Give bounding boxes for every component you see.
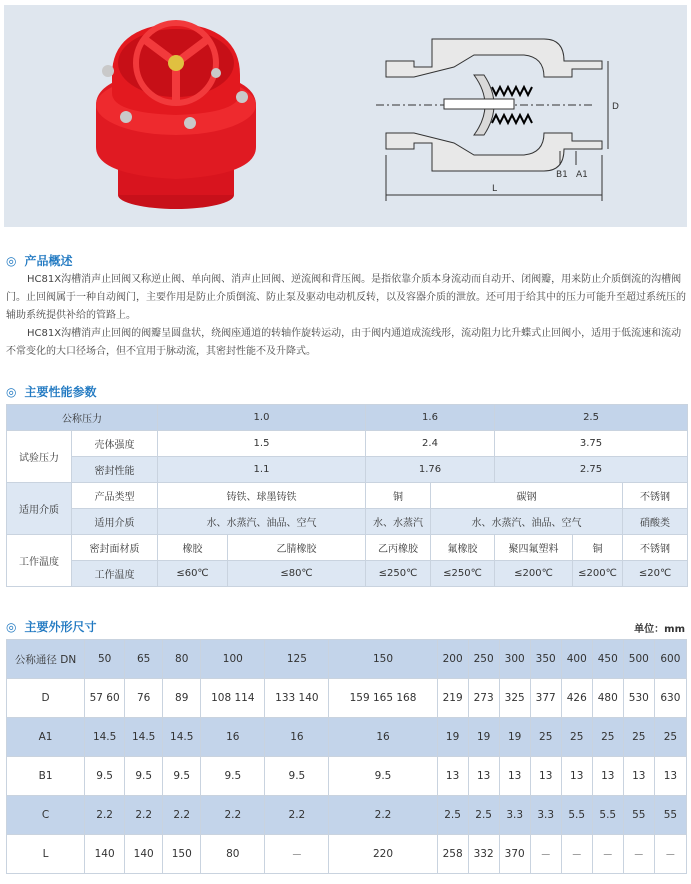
circle-bullet-icon: ◎ (6, 254, 17, 268)
dimensions-title: 主要外形尺寸 (24, 620, 97, 634)
table-cell: 13 (623, 757, 654, 796)
performance-heading (6, 383, 97, 400)
table-cell: 16 (329, 718, 437, 757)
table-cell: 2.4 (366, 431, 495, 457)
table-cell: 273 (468, 679, 499, 718)
table-cell: 76 (125, 679, 163, 718)
table-cell: 19 (499, 718, 530, 757)
table-cell: ≤250℃ (366, 561, 431, 587)
table-cell: 16 (265, 718, 329, 757)
table-row (7, 561, 688, 587)
table-cell: 公称压力 (7, 405, 158, 431)
table-cell: 325 (499, 679, 530, 718)
table-cell: 530 (623, 679, 654, 718)
table-cell: 89 (163, 679, 201, 718)
table-cell: 80 (201, 835, 265, 874)
table-cell: 乙丙橡胶 (366, 535, 431, 561)
table-cell: ≤250℃ (431, 561, 495, 587)
table-cell: 133 140 (265, 679, 329, 718)
table-cell: 377 (530, 679, 561, 718)
overview-title: 产品概述 (24, 254, 73, 268)
table-cell: 3.3 (530, 796, 561, 835)
table-cell: 14.5 (163, 718, 201, 757)
table-cell: － (623, 835, 654, 874)
dim-label-b1: B1 (556, 170, 568, 180)
table-cell: 2.5 (495, 405, 688, 431)
table-cell: － (265, 835, 329, 874)
table-cell: 聚四氟塑料 (495, 535, 573, 561)
table-cell: 1.76 (366, 457, 495, 483)
table-cell: 480 (592, 679, 623, 718)
table-cell: 2.2 (85, 796, 125, 835)
table-cell: 25 (623, 718, 654, 757)
table-cell: 150 (163, 835, 201, 874)
table-cell: 1.0 (158, 405, 366, 431)
table-cell: C (7, 796, 85, 835)
cross-section-drawing (376, 39, 608, 201)
table-cell: 55 (654, 796, 686, 835)
performance-table (6, 404, 688, 587)
table-cell: 橡胶 (158, 535, 228, 561)
table-cell: 300 (499, 640, 530, 679)
table-cell: ≤20℃ (623, 561, 688, 587)
table-cell: 2.5 (437, 796, 468, 835)
product-illustration (4, 5, 687, 227)
table-cell: 9.5 (201, 757, 265, 796)
table-cell: 500 (623, 640, 654, 679)
table-row (7, 796, 687, 835)
table-cell: 220 (329, 835, 437, 874)
table-cell: 水、水蒸汽 (366, 509, 431, 535)
table-row (7, 535, 688, 561)
table-cell: 400 (561, 640, 592, 679)
table-cell: 水、水蒸汽、油品、空气 (431, 509, 623, 535)
table-cell: 14.5 (85, 718, 125, 757)
table-cell: 140 (125, 835, 163, 874)
table-cell: 13 (592, 757, 623, 796)
table-cell: 密封性能 (72, 457, 158, 483)
table-row (7, 679, 687, 718)
table-cell: B1 (7, 757, 85, 796)
table-cell: A1 (7, 718, 85, 757)
table-cell: 80 (163, 640, 201, 679)
overview-paragraph-1: HC81X沟槽消声止回阀又称逆止阀、单向阀、消声止回阀、逆流阀和背压阀。是指依靠介质本身流动而自动开、闭阀瓣，用来防止介质倒流的沟槽阀门。止回阀属于一种自动阀门，主要作用是防止介质倒流、防止泵及驱动电动机反转，以及容器介质的泄放。还可用于给其中的压力可能升至超过系统压的辅助系统提供补给的管路上。 (6, 274, 686, 321)
table-cell: 450 (592, 640, 623, 679)
table-cell: 350 (530, 640, 561, 679)
table-cell: 108 114 (201, 679, 265, 718)
dimensions-table (6, 639, 687, 874)
table-cell: 25 (561, 718, 592, 757)
table-cell: 9.5 (85, 757, 125, 796)
table-row (7, 718, 687, 757)
table-cell: 150 (329, 640, 437, 679)
table-cell: 铜 (366, 483, 431, 509)
table-cell: 碳钢 (431, 483, 623, 509)
performance-title: 主要性能参数 (24, 385, 97, 399)
table-cell: L (7, 835, 85, 874)
table-cell: 不锈钢 (623, 535, 688, 561)
table-cell: 工作温度 (72, 561, 158, 587)
table-row (7, 835, 687, 874)
table-cell: 公称通径 DN (7, 640, 85, 679)
table-cell: 258 (437, 835, 468, 874)
table-cell: 9.5 (265, 757, 329, 796)
unit-label: 单位：mm (634, 624, 685, 635)
table-cell: 1.6 (366, 405, 495, 431)
dim-label-a1: A1 (576, 170, 588, 180)
table-cell: 3.75 (495, 431, 688, 457)
table-cell: 壳体强度 (72, 431, 158, 457)
circle-bullet-icon: ◎ (6, 620, 17, 634)
table-cell: 不锈钢 (623, 483, 688, 509)
table-cell: 9.5 (125, 757, 163, 796)
table-cell: 氟橡胶 (431, 535, 495, 561)
table-cell: 2.5 (468, 796, 499, 835)
table-cell: － (654, 835, 686, 874)
table-cell: ≤200℃ (495, 561, 573, 587)
table-cell: 13 (437, 757, 468, 796)
table-cell: 13 (654, 757, 686, 796)
table-cell: 19 (468, 718, 499, 757)
table-cell: 2.75 (495, 457, 688, 483)
table-cell: 铸铁、球墨铸铁 (158, 483, 366, 509)
table-row (7, 640, 687, 679)
table-cell: 适用介质 (7, 483, 72, 535)
table-cell: 硝酸类 (623, 509, 688, 535)
table-cell: 5.5 (561, 796, 592, 835)
table-cell: 试验压力 (7, 431, 72, 483)
table-cell: 水、水蒸汽、油品、空气 (158, 509, 366, 535)
table-cell: 159 165 168 (329, 679, 437, 718)
table-cell: 57 60 (85, 679, 125, 718)
table-row (7, 457, 688, 483)
table-cell: 密封面材质 (72, 535, 158, 561)
table-cell: 250 (468, 640, 499, 679)
table-cell: 140 (85, 835, 125, 874)
table-cell: 1.5 (158, 431, 366, 457)
table-cell: 14.5 (125, 718, 163, 757)
table-row (7, 483, 688, 509)
dim-label-l: L (492, 184, 498, 194)
table-cell: 9.5 (163, 757, 201, 796)
table-cell: 100 (201, 640, 265, 679)
table-cell: 13 (468, 757, 499, 796)
overview-heading (6, 252, 73, 269)
table-cell: 219 (437, 679, 468, 718)
table-cell: － (561, 835, 592, 874)
table-cell: ≤200℃ (573, 561, 623, 587)
table-row (7, 509, 688, 535)
table-cell: 9.5 (329, 757, 437, 796)
table-cell: 50 (85, 640, 125, 679)
table-cell: － (592, 835, 623, 874)
table-cell: 13 (499, 757, 530, 796)
table-cell: 2.2 (265, 796, 329, 835)
circle-bullet-icon: ◎ (6, 385, 17, 399)
table-cell: 1.1 (158, 457, 366, 483)
table-cell: 65 (125, 640, 163, 679)
product-hero (4, 5, 687, 227)
table-cell: 630 (654, 679, 686, 718)
table-cell: 5.5 (592, 796, 623, 835)
table-cell: D (7, 679, 85, 718)
table-row (7, 431, 688, 457)
table-cell: 25 (654, 718, 686, 757)
table-cell: ≤80℃ (228, 561, 366, 587)
overview-text (6, 271, 686, 361)
table-cell: 2.2 (329, 796, 437, 835)
overview-paragraph-2: HC81X沟槽消声止回阀的阀瓣呈圆盘状，绕阀座通道的转轴作旋转运动，由于阀内通道成流线形，流动阻力比升蝶式止回阀小，适用于低流速和流动不常变化的大口径场合，但不宜用于脉动流，其密封性能不及升降式。 (6, 328, 682, 357)
table-cell: 2.2 (201, 796, 265, 835)
table-cell: 332 (468, 835, 499, 874)
valve-photo (96, 23, 256, 209)
table-cell: ≤60℃ (158, 561, 228, 587)
table-cell: 铜 (573, 535, 623, 561)
table-cell: 55 (623, 796, 654, 835)
table-cell: 19 (437, 718, 468, 757)
table-cell: 16 (201, 718, 265, 757)
table-cell: 乙腈橡胶 (228, 535, 366, 561)
dim-label-d: D (612, 102, 619, 112)
table-row (7, 757, 687, 796)
table-cell: 600 (654, 640, 686, 679)
table-cell: 产品类型 (72, 483, 158, 509)
table-cell: 125 (265, 640, 329, 679)
table-cell: 13 (561, 757, 592, 796)
table-cell: 工作温度 (7, 535, 72, 587)
table-cell: 25 (530, 718, 561, 757)
table-cell: 2.2 (125, 796, 163, 835)
table-cell: 426 (561, 679, 592, 718)
table-cell: 200 (437, 640, 468, 679)
table-cell: 370 (499, 835, 530, 874)
table-row (7, 405, 688, 431)
table-cell: 2.2 (163, 796, 201, 835)
table-cell: 适用介质 (72, 509, 158, 535)
table-cell: 13 (530, 757, 561, 796)
dimensions-heading (6, 618, 97, 635)
table-cell: 3.3 (499, 796, 530, 835)
table-cell: 25 (592, 718, 623, 757)
table-cell: － (530, 835, 561, 874)
